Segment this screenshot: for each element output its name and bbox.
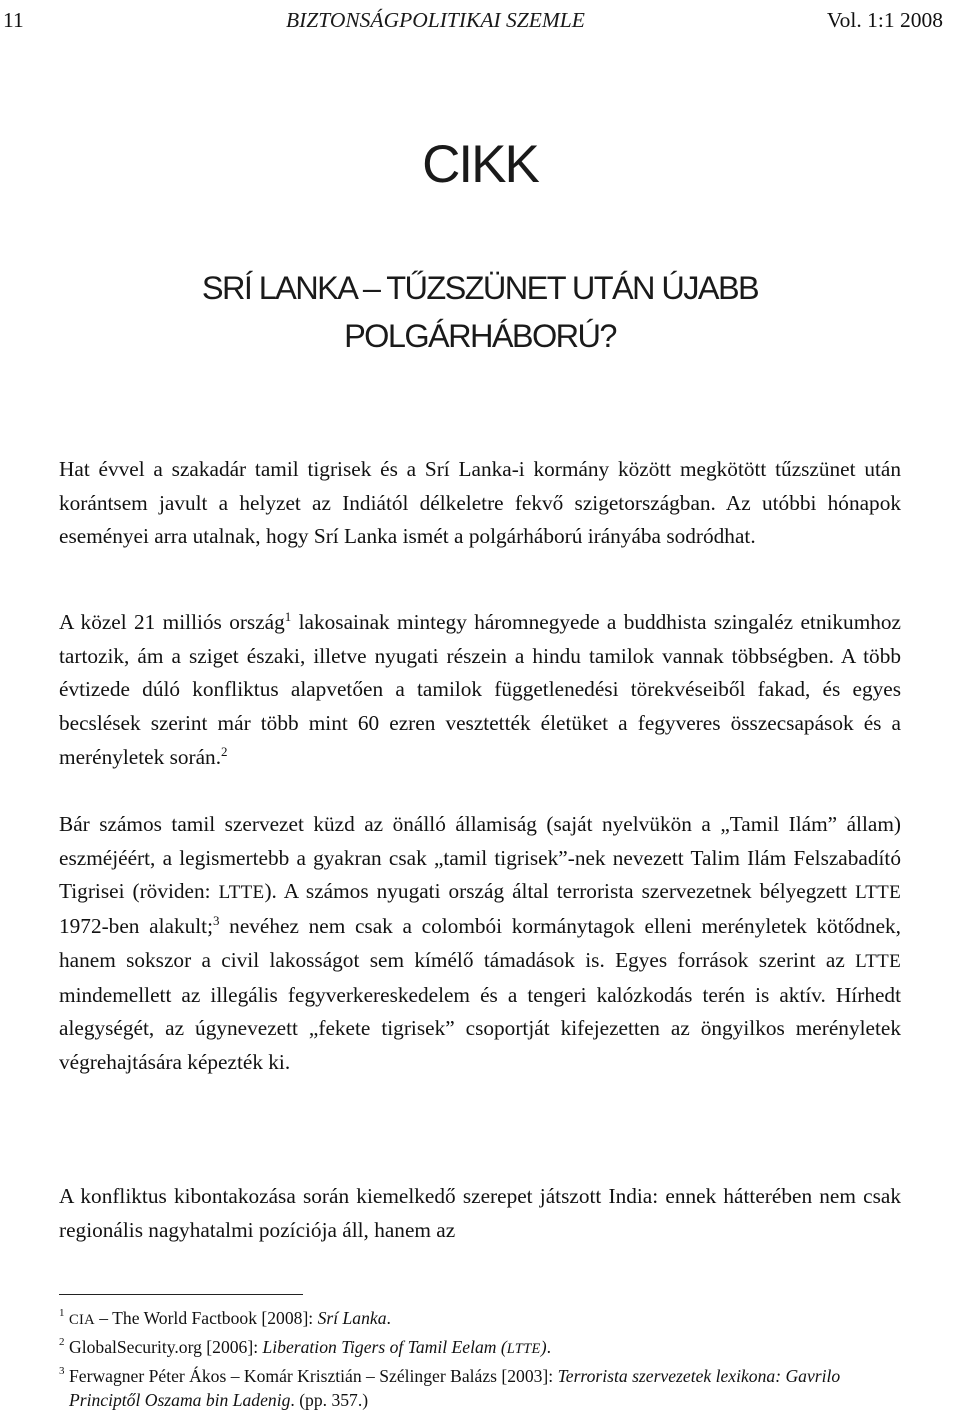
footnote-number: 2 <box>59 1336 65 1348</box>
paragraph-3-text-c: 1972-ben alakult; <box>59 914 213 939</box>
footnote-title-end: ) <box>540 1337 547 1357</box>
footnote-text: Ferwagner Péter Ákos – Komár Krisztián – Szélinger Balázs [2003]: <box>69 1366 558 1386</box>
footnote-after: . <box>386 1308 391 1328</box>
abbr-ltte: LTTE <box>218 882 265 904</box>
paragraph-3-text-d: nevéhez nem csak a colombói kormánytagok elleni merényletek kötődnek, hanem sokszor a civil lakosságot sem kímélő támadások is. Egyes források szerint az <box>59 914 901 972</box>
footnote-after: . <box>546 1337 551 1357</box>
paragraph-2-block <box>59 606 901 775</box>
footnote-source-title: Terrorista szervezetek lexikona: Gavrilo Principtől Oszama bin Ladenig <box>69 1366 841 1410</box>
footnote-text: GlobalSecurity.org [2006]: <box>69 1337 263 1357</box>
footnote-text: – The World Factbook [2008]: <box>94 1308 318 1328</box>
footnote-abbr: LTTE <box>506 1341 541 1357</box>
page-number: 11 <box>3 8 24 32</box>
paragraph-3-text-a: Bár számos tamil szervezet küzd az önálló államiság (saját nyelvükön a „Tamil Ilám” állam) eszméjéért, a legismertebb a gyakran csak „tamil tigrisek”-nek nevezett Talim Ilám Felszabadító Tigrisei (röviden: <box>59 812 901 904</box>
volume-info: Vol. 1:1 2008 <box>826 8 943 32</box>
footnote-ref-2[interactable]: 2 <box>221 743 228 759</box>
footnote-3 <box>59 1364 904 1412</box>
footnote-after: . (pp. 357.) <box>290 1390 369 1410</box>
running-header <box>0 2 960 38</box>
paragraph-3-text-b: ). A számos nyugati ország által terrorista szervezetnek bélyegzett <box>264 879 856 904</box>
abbr-ltte: LTTE <box>855 950 901 972</box>
footnote-source-title: Srí Lanka <box>317 1308 387 1328</box>
footnote-ref-1[interactable]: 1 <box>284 609 292 624</box>
journal-title: BIZTONSÁGPOLITIKAI SZEMLE <box>286 8 585 32</box>
lead-paragraph: Hat évvel a szakadár tamil tigrisek és a Srí Lanka-i kormány között megkötött tűzszünet után korántsem javult a helyzet az Indiától délkeletre fekvő szigetországban. Az utóbbi hónapok eseményei arra utalnak, hogy Srí Lanka ismét a polgárháború irányába sodródhat. <box>59 457 901 549</box>
paragraph-4-block <box>59 1180 901 1247</box>
footnote-number: 1 <box>59 1307 65 1319</box>
footnote-number: 3 <box>59 1365 65 1377</box>
paragraph-3 <box>59 808 901 1080</box>
paragraph-2 <box>59 606 901 775</box>
paragraph-3-block <box>59 808 901 1080</box>
footnote-divider <box>59 1294 303 1295</box>
footnote-ref-3[interactable]: 3 <box>213 913 220 929</box>
footnote-title-start: Liberation Tigers of Tamil Eelam ( <box>262 1337 507 1357</box>
footnote-1 <box>59 1306 904 1332</box>
footnote-source-title <box>263 1337 547 1357</box>
paragraph-3-text-e: mindemellett az illegális fegyverkereskedelem és a tengeri kalózkodás terén is aktív. Hírhedt alegységét, az úgynevezett „fekete tigrisek” csoportját kifejezetten az öngyilkos merényletek végrehajtására képezték ki. <box>59 982 901 1074</box>
paragraph-2-text-a: A közel 21 milliós ország <box>59 610 285 634</box>
paragraph-2-text-b: lakosainak mintegy háromnegyede a buddhista szingaléz etnikumhoz tartozik, ám a sziget északi, illetve nyugati részein a hindu tamilok vannak többségben. A több évtizede dúló konfliktus alapvetően a tamilok függetlenedési törekvéseiből fakad, és egyes becslések szerint már több mint 60 ezren vesztették életüket a fegyveres összecsapások és a merényletek során. <box>59 610 902 769</box>
footnote-2 <box>59 1335 904 1361</box>
footnotes <box>59 1306 904 1415</box>
abbr-ltte: LTTE <box>855 882 901 904</box>
article-title: SRÍ LANKA – TŰZSZÜNET UTÁN ÚJABB POLGÁRHÁBORÚ? <box>201 270 759 354</box>
section-label: CIKK <box>422 135 538 194</box>
paragraph-4: A konfliktus kibontakozása során kiemelkedő szerepet játszott India: ennek hátterében nem csak regionális nagyhatalmi pozíciója áll, hanem az <box>59 1184 901 1242</box>
footnote-abbr: CIA <box>69 1312 95 1328</box>
lead-paragraph-block <box>59 453 901 554</box>
